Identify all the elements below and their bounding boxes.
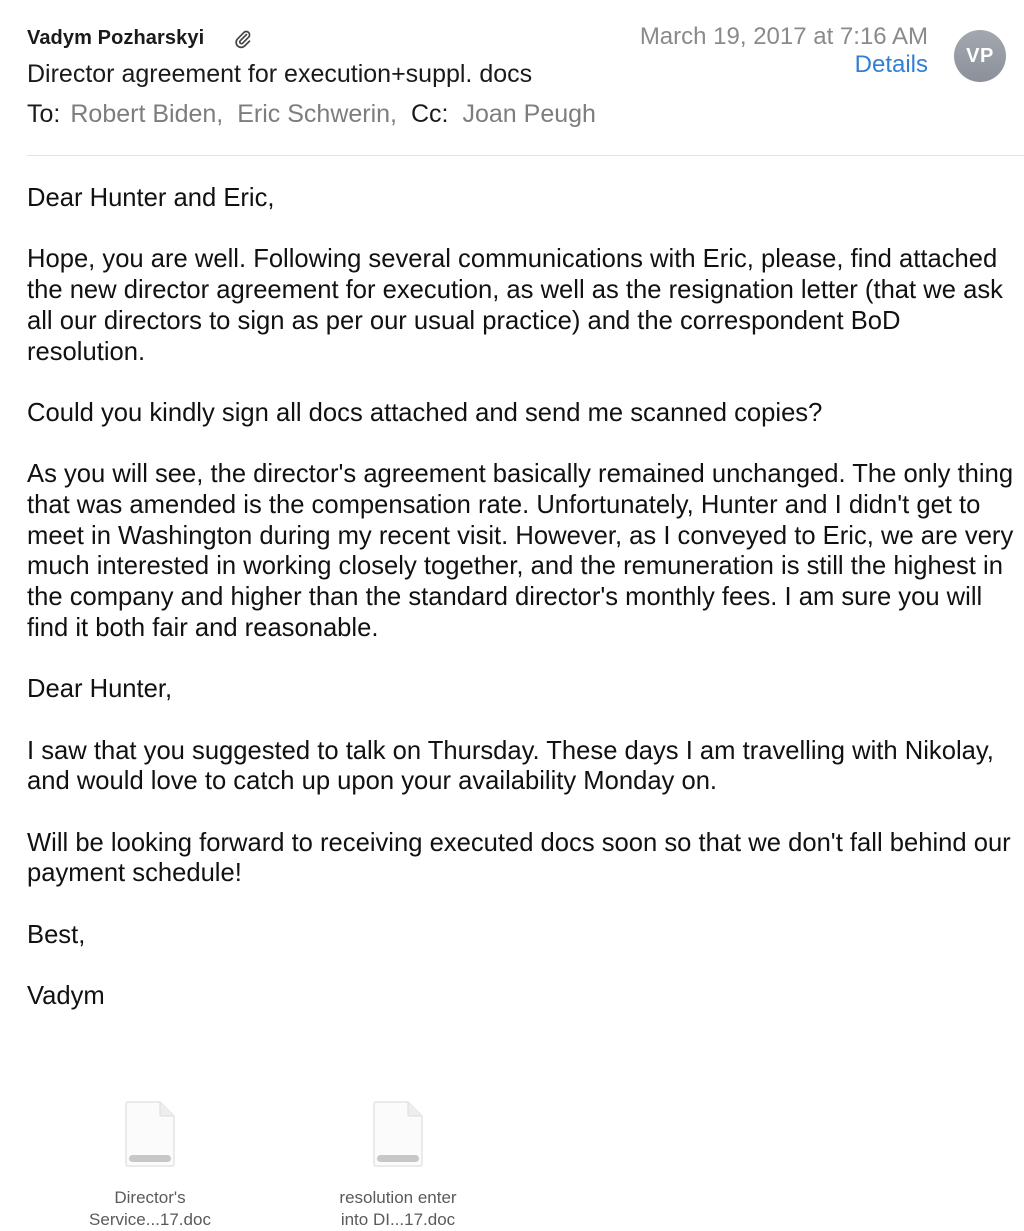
attachment-directors-service[interactable] [60, 1100, 240, 1231]
document-icon [372, 1100, 424, 1168]
body-paragraph: As you will see, the director's agreement basically remained unchanged. The only thing that was amended is the compensation rate. Unfortunately, Hunter and I didn't get to meet in Washington during my recent visit. However, as I conveyed to Eric, we are very much interested in working closely together, and the remuneration is still the highest in the company and higher than the standard director's monthly fees. I am sure you will find it both fair and reasonable. [27, 460, 1014, 642]
header-divider [27, 155, 1024, 156]
recipients-row [27, 100, 596, 129]
body-paragraph: Hope, you are well. Following several communications with Eric, please, find attached the new director agreement for execution, as well as the resignation letter (that we ask all our directors to sign as per our usual practice) and the correspondent BoD resolution. [27, 245, 1003, 366]
attachment-name-line: into DI...17.doc [340, 1210, 456, 1229]
paperclip-icon [234, 28, 252, 50]
recipient-robert-biden[interactable]: Robert Biden, [70, 100, 224, 128]
body-paragraph: Could you kindly sign all docs attached and send me scanned copies? [27, 398, 823, 427]
attachment-resolution[interactable] [308, 1100, 488, 1231]
body-paragraph: I saw that you suggested to talk on Thursday. These days I am travelling with Nikolay, and would love to catch up upon your availability Monday on. [27, 736, 994, 796]
attachment-name [60, 1187, 240, 1231]
message-date: March 19, 2017 at 7:16 AM [639, 23, 928, 50]
sender-avatar[interactable]: VP [954, 30, 1006, 82]
body-paragraph: Dear Hunter, [27, 675, 173, 704]
recipient-eric-schwerin[interactable]: Eric Schwerin, [237, 100, 397, 128]
document-icon [124, 1100, 176, 1168]
attachment-name-line: Director's [114, 1188, 186, 1207]
body-paragraph: Dear Hunter and Eric, [27, 184, 275, 212]
cc-recipient-joan-peugh[interactable]: Joan Peugh [462, 100, 596, 128]
cc-label: Cc: [411, 100, 449, 128]
body-paragraph: Will be looking forward to receiving executed docs soon so that we don't fall behind our payment schedule! [27, 828, 1011, 888]
details-link[interactable]: Details [854, 51, 928, 78]
message-header [0, 0, 1024, 156]
attachment-name-line: Service...17.doc [89, 1210, 211, 1229]
sender-name[interactable]: Vadym Pozharskyi [27, 27, 205, 49]
subject-line: Director agreement for execution+suppl. docs [27, 60, 533, 88]
message-body [27, 183, 1017, 1043]
signature: Vadym [27, 982, 105, 1011]
to-label: To: [27, 100, 61, 128]
body-paragraph: Best, [27, 920, 86, 949]
attachment-name [308, 1187, 488, 1231]
attachment-name-line: resolution enter [339, 1188, 457, 1207]
attachments-area [0, 1095, 1024, 1231]
